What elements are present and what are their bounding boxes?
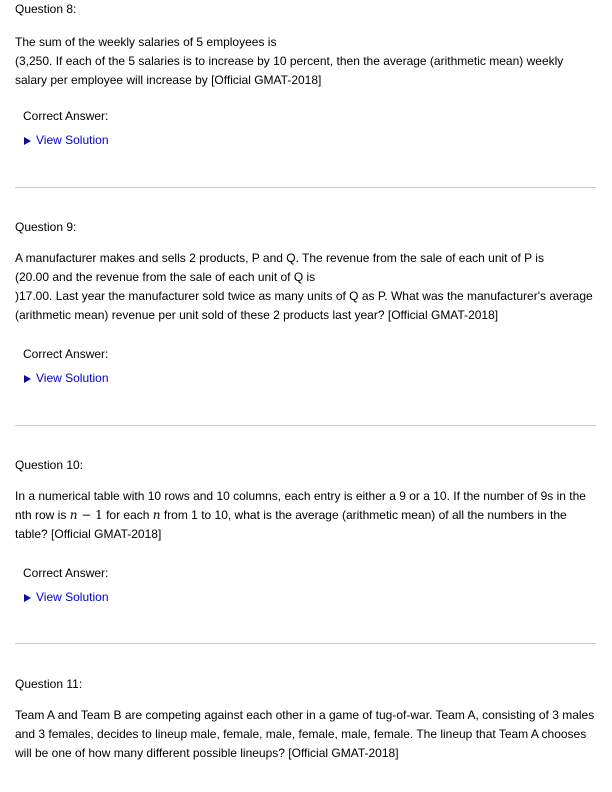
question-title: Question 8:	[15, 2, 77, 16]
question-line: In a numerical table with 10 rows and 10 columns, each entry is either a 9 or a 10. If the number of 9s in the	[15, 489, 586, 503]
question-title: Question 10:	[15, 458, 84, 472]
view-solution-link[interactable]: View Solution	[36, 371, 109, 385]
question-line: A manufacturer makes and sells 2 products, P and Q. The revenue from the sale of each unit of P is	[15, 251, 544, 265]
answer-section-8	[23, 107, 108, 126]
question-11	[15, 675, 600, 694]
question-line: The sum of the weekly salaries of 5 employees is	[15, 35, 277, 49]
question-8-text	[15, 33, 600, 90]
divider	[15, 187, 596, 188]
question-line: will be one of how many different possible lineups? [Official GMAT-2018]	[15, 746, 399, 760]
divider	[15, 425, 596, 426]
disclosure-triangle-icon	[24, 137, 31, 145]
correct-answer-label: Correct Answer:	[23, 109, 109, 123]
question-line	[15, 506, 600, 525]
text-run: for each	[102, 508, 153, 522]
view-solution-toggle-10[interactable]	[23, 588, 109, 607]
question-8	[15, 0, 600, 19]
question-title: Question 11:	[15, 677, 83, 691]
question-line: table? [Official GMAT-2018]	[15, 527, 162, 541]
question-title: Question 9:	[15, 220, 77, 234]
question-line: (3,250. If each of the 5 salaries is to increase by 10 percent, then the average (arithmetic mean) weekly	[15, 54, 564, 68]
disclosure-triangle-icon	[24, 594, 31, 602]
question-line: (arithmetic mean) revenue per unit sold of these 2 products last year? [Official GMAT-2018]	[15, 308, 499, 322]
text-run: nth row is	[15, 508, 70, 522]
question-line: and 3 females, decides to lineup male, female, male, female, male, female. The lineup that Team A chooses	[15, 727, 587, 741]
question-10	[15, 456, 600, 475]
math-variable: n	[152, 508, 161, 522]
correct-answer-label: Correct Answer:	[23, 347, 109, 361]
text-run: from 1 to 10, what is the average (arithmetic mean) of all the numbers in the	[160, 508, 567, 522]
question-line: )17.00. Last year the manufacturer sold twice as many units of Q as P. What was the manufacturer's average	[15, 289, 593, 303]
view-solution-toggle-9[interactable]	[23, 369, 109, 388]
question-11-text	[15, 706, 600, 763]
correct-answer-label: Correct Answer:	[23, 566, 109, 580]
disclosure-triangle-icon	[24, 375, 31, 383]
question-line: Team A and Team B are competing against each other in a game of tug-of-war. Team A, consisting of 3 males	[15, 708, 595, 722]
answer-section-9	[23, 345, 108, 364]
math-variable: n	[69, 508, 78, 522]
question-9-text	[15, 249, 600, 325]
math-operator: − 1	[77, 508, 103, 522]
view-solution-link[interactable]: View Solution	[36, 590, 109, 604]
question-line: (20.00 and the revenue from the sale of each unit of Q is	[15, 270, 316, 284]
view-solution-link[interactable]: View Solution	[36, 133, 109, 147]
question-line: salary per employee will increase by [Official GMAT-2018]	[15, 73, 322, 87]
question-10-text	[15, 487, 600, 544]
question-9	[15, 218, 600, 237]
answer-section-10	[23, 564, 108, 583]
view-solution-toggle-8[interactable]	[23, 131, 109, 150]
divider	[15, 643, 596, 644]
